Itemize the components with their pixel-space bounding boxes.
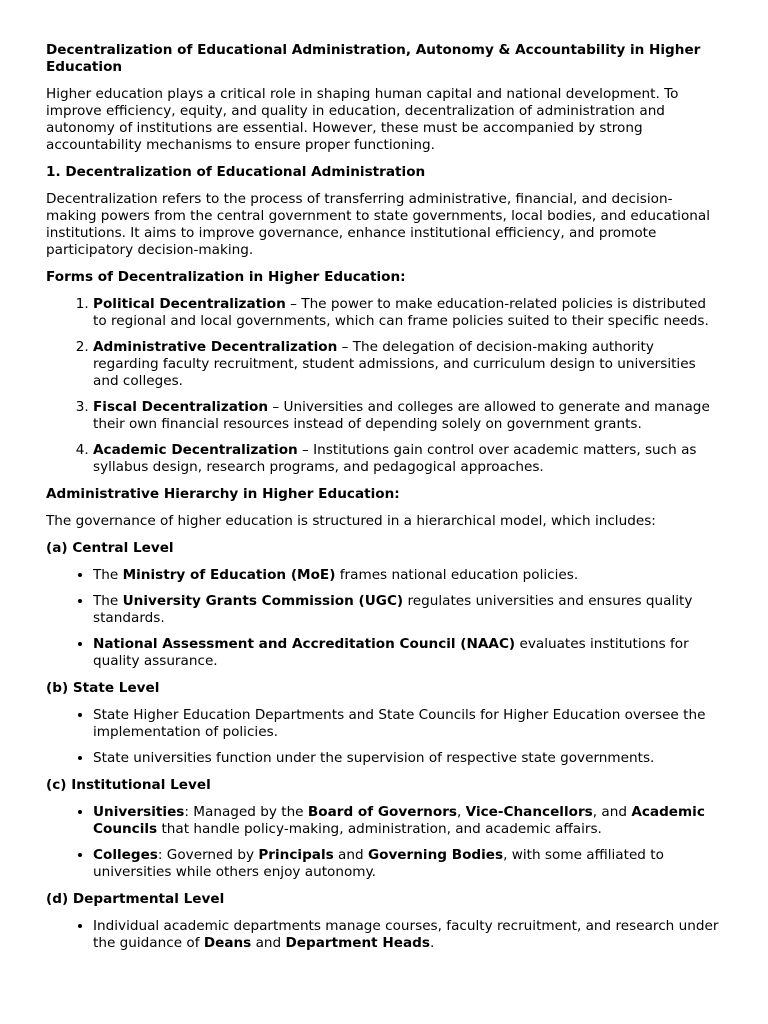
- text-span: that handle policy-making, administration, and academic affairs.: [157, 821, 602, 837]
- list-item-term: Political Decentralization: [93, 296, 286, 312]
- text-span: frames national education policies.: [335, 567, 579, 583]
- list-item: [93, 593, 722, 627]
- text-span: The: [93, 593, 123, 609]
- departmental-level-heading: (d) Departmental Level: [46, 891, 225, 907]
- departmental-level-list: [46, 918, 722, 952]
- list-item: [93, 339, 722, 390]
- list-item: [93, 567, 722, 584]
- list-item-term: Fiscal Decentralization: [93, 399, 269, 415]
- text-span: , and: [592, 804, 632, 820]
- bold-term: University Grants Commission (UGC): [122, 593, 404, 609]
- bold-term: Colleges: [93, 847, 158, 863]
- central-level-list: [46, 567, 722, 670]
- list-item: [93, 636, 722, 670]
- list-item: [93, 296, 722, 330]
- text-span: ,: [457, 804, 466, 820]
- decentralization-paragraph: Decentralization refers to the process of transferring administrative, financial, and decision-making powers from the central government to state governments, local bodies, and educational institutions. It aims to improve governance, enhance institutional efficiency, and promote participatory decision-making.: [46, 191, 710, 258]
- text-span: evaluates institutions for quality assurance.: [93, 636, 689, 669]
- document-title: Decentralization of Educational Administration, Autonomy & Accountability in Higher Education: [46, 42, 701, 75]
- text-span: : Managed by the: [184, 804, 308, 820]
- text-span: and: [333, 847, 368, 863]
- text-span: regulates universities and ensures quality standards.: [93, 593, 693, 626]
- list-item-term: Administrative Decentralization: [93, 339, 338, 355]
- bold-term: Ministry of Education (MoE): [122, 567, 336, 583]
- list-item-desc: – Universities and colleges are allowed to generate and manage their own financial resources instead of depending solely on government grants.: [93, 399, 710, 432]
- central-level-heading: (a) Central Level: [46, 540, 174, 556]
- list-item: [93, 399, 722, 433]
- text-span: Individual academic departments manage courses, faculty recruitment, and research under the guidance of: [93, 918, 719, 951]
- hierarchy-paragraph: The governance of higher education is structured in a hierarchical model, which includes:: [46, 513, 656, 529]
- list-item-desc: – The delegation of decision-making authority regarding faculty recruitment, student admissions, and curriculum design to universities and colleges.: [93, 339, 696, 389]
- bold-term: Governing Bodies: [367, 847, 504, 863]
- list-item-term: Academic Decentralization: [93, 442, 298, 458]
- list-item: [93, 442, 722, 476]
- list-item: [93, 847, 722, 881]
- bold-term: National Assessment and Accreditation Council (NAAC): [93, 636, 516, 652]
- bold-term: Vice-Chancellors: [465, 804, 593, 820]
- state-level-list: [46, 707, 722, 767]
- intro-paragraph: Higher education plays a critical role in shaping human capital and national development. To improve efficiency, equity, and quality in education, decentralization of administration and autonomy of institutions are essential. However, these must be accompanied by strong accountability mechanisms to ensure proper functioning.: [46, 86, 679, 153]
- list-item: • State Higher Education Departments and State Councils for Higher Education oversee the implementation of policies.: [93, 707, 722, 741]
- list-item-desc: – The power to make education-related policies is distributed to regional and local governments, which can frame policies suited to their specific needs.: [93, 296, 709, 329]
- hierarchy-heading: Administrative Hierarchy in Higher Education:: [46, 486, 400, 502]
- forms-list: [46, 296, 722, 476]
- bold-term: Academic Councils: [93, 804, 705, 837]
- section-heading-decentralization: 1. Decentralization of Educational Administration: [46, 164, 426, 180]
- forms-heading: Forms of Decentralization in Higher Education:: [46, 269, 406, 285]
- institutional-level-heading: (c) Institutional Level: [46, 777, 211, 793]
- bold-term: Universities: [93, 804, 185, 820]
- bold-term: Board of Governors: [307, 804, 457, 820]
- list-item: • State universities function under the supervision of respective state governments.: [93, 750, 722, 767]
- bold-term: Department Heads: [285, 935, 430, 951]
- text-span: and: [251, 935, 286, 951]
- bold-term: Deans: [203, 935, 252, 951]
- list-item: [93, 918, 722, 952]
- text-span: , with some affiliated to universities while others enjoy autonomy.: [93, 847, 664, 880]
- bold-term: Principals: [258, 847, 334, 863]
- institutional-level-list: [46, 804, 722, 881]
- list-item-desc: – Institutions gain control over academic matters, such as syllabus design, research programs, and pedagogical approaches.: [93, 442, 697, 475]
- text-span: : Governed by: [157, 847, 259, 863]
- state-level-heading: (b) State Level: [46, 680, 160, 696]
- text-span: The: [93, 567, 123, 583]
- text-span: .: [429, 935, 435, 951]
- list-item: [93, 804, 722, 838]
